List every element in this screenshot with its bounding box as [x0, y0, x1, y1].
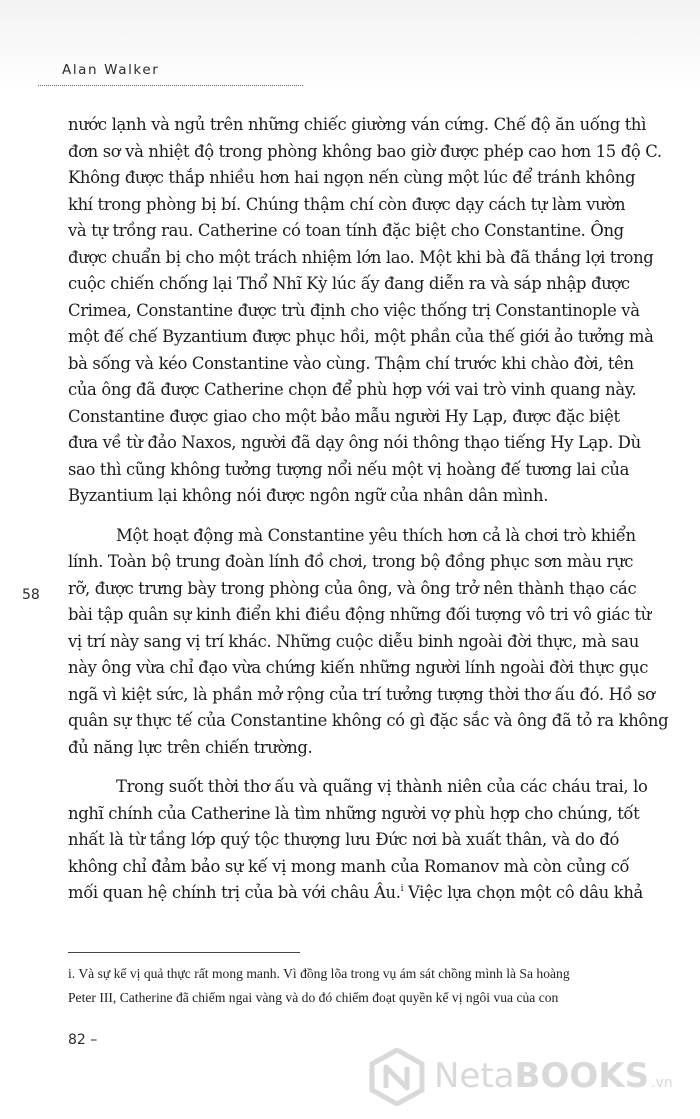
paragraph-3-line: nhất là từ tầng lớp quý tộc thượng lưu Đức nơi bà xuất thân, và do đó — [68, 830, 620, 849]
paragraph-1-line: nước lạnh và ngủ trên những chiếc giường ván cứng. Chế độ ăn uống thì — [68, 115, 647, 134]
watermark-text-tld: .vn — [651, 1075, 673, 1091]
paragraph-gap — [68, 510, 664, 523]
paragraph-1-line: Constantine được giao cho một bảo mẫu người Hy Lạp, được đặc biệt — [68, 406, 620, 426]
paragraph-1-line: đưa về từ đảo Naxos, người đã dạy ông nói thông thạo tiếng Hy Lạp. Dù — [68, 433, 641, 452]
paragraph-1-line: được chuẩn bị cho một trách nhiệm lớn lao. Một khi bà đã thắng lợi trong — [68, 247, 654, 267]
watermark-text — [434, 1056, 673, 1096]
margin-page-number: 58 — [22, 587, 40, 603]
netabooks-logo-icon — [368, 1048, 426, 1106]
body-text — [68, 112, 669, 907]
paragraph-1-line: sao thì cũng không tưởng tượng nổi nếu một vị hoàng đế tương lai của — [68, 459, 630, 479]
paragraph-1-line: của ông đã được Catherine chọn để phù hợp với vai trò vinh quang này. — [68, 380, 637, 399]
paragraph-1-line: đơn sơ và nhiệt độ trong phòng không bao giờ được phép cao hơn 15 độ C. — [68, 141, 662, 161]
footnotes — [68, 962, 668, 1010]
netabooks-watermark — [368, 1048, 688, 1108]
running-head-author: Alan Walker — [62, 62, 160, 78]
paragraph-2-line: đủ năng lực trên chiến trường. — [68, 737, 313, 757]
paragraph-1-line: Không được thắp nhiều hơn hai ngọn nến cùng một lúc để tránh không — [68, 168, 636, 187]
watermark-text-books: BOOKS — [514, 1056, 650, 1096]
paragraph-3-line-text: mối quan hệ chính trị của bà với châu Âu. — [68, 883, 401, 902]
paragraph-2-line: này ông vừa chỉ đạo vừa chứng kiến những người lính ngoài đời thực gục — [68, 658, 649, 677]
footnote-rule — [68, 952, 300, 953]
paragraph-1-line: Crimea, Constantine được trù định cho việc thống trị Constantinople và — [68, 300, 640, 320]
paragraph-3-line: nghĩ chính của Catherine là tìm những người vợ phù hợp cho chúng, tốt — [68, 803, 640, 823]
paragraph-2-line: Một hoạt động mà Constantine yêu thích hơn cả là chơi trò khiển — [116, 525, 636, 545]
footnote-line: i. Và sự kế vị quả thực rất mong manh. Vì đồng lõa trong vụ ám sát chồng mình là Sa hoàng — [68, 966, 570, 981]
paragraph-3-line: không chỉ đảm bảo sự kế vị mong manh của Romanov mà còn củng cố — [68, 856, 630, 876]
watermark-text-neta: Neta — [434, 1056, 515, 1096]
paragraph-3-line: Trong suốt thời thơ ấu và quãng vị thành niên của các cháu trai, lo — [116, 777, 648, 796]
paragraph-3-line-text: Việc lựa chọn một cô dâu khả — [403, 883, 643, 902]
footnote-marker: i — [400, 884, 404, 894]
footnote-line: Peter III, Catherine đã chiếm ngai vàng và do đó chiếm đoạt quyền kế vị ngôi vua của con — [68, 990, 559, 1005]
paragraph-gap — [68, 761, 664, 774]
paragraph-1-line: và tự trồng rau. Catherine có toan tính đặc biệt cho Constantine. Ông — [68, 221, 624, 240]
paragraph-3-line — [68, 880, 664, 907]
running-head-rule — [38, 85, 303, 86]
paragraph-1-line: Byzantium lại không nói được ngôn ngữ của nhân dân mình. — [68, 486, 549, 505]
paragraph-1-line: bà sống và kéo Constantine vào cùng. Thậm chí trước khi chào đời, tên — [68, 353, 634, 373]
paragraph-1-line: một đế chế Byzantium được phục hồi, một phần của thế giới ảo tưởng mà — [68, 327, 654, 346]
paragraph-2-line: quân sự thực tế của Constantine không có gì đặc sắc và ông đã tỏ ra không — [68, 711, 669, 730]
paragraph-2-line: vị trí này sang vị trí khác. Những cuộc diễu binh ngoài đời thực, mà sau — [68, 631, 639, 651]
paragraph-1-line: cuộc chiến chống lại Thổ Nhĩ Kỳ lúc ấy đang diễn ra và sáp nhập được — [68, 274, 630, 293]
paragraph-2-line: bài tập quân sự kinh điển khi điều động những đối tượng vô tri vô giác từ — [68, 605, 651, 624]
page-number: 82 – — [68, 1032, 98, 1048]
paragraph-2-line: ngã vì kiệt sức, là phần mở rộng của trí tưởng tượng thời thơ ấu đó. Hồ sơ — [68, 684, 655, 704]
paragraph-2-line: lính. Toàn bộ trung đoàn lính đồ chơi, trong bộ đồng phục sơn màu rực — [68, 552, 634, 571]
paragraph-2-line: rỡ, được trưng bày trong phòng của ông, và ông trở nên thành thạo các — [68, 578, 637, 598]
paragraph-1-line: khí trong phòng bị bí. Chúng thậm chí còn được dạy cách tự làm vườn — [68, 194, 626, 214]
